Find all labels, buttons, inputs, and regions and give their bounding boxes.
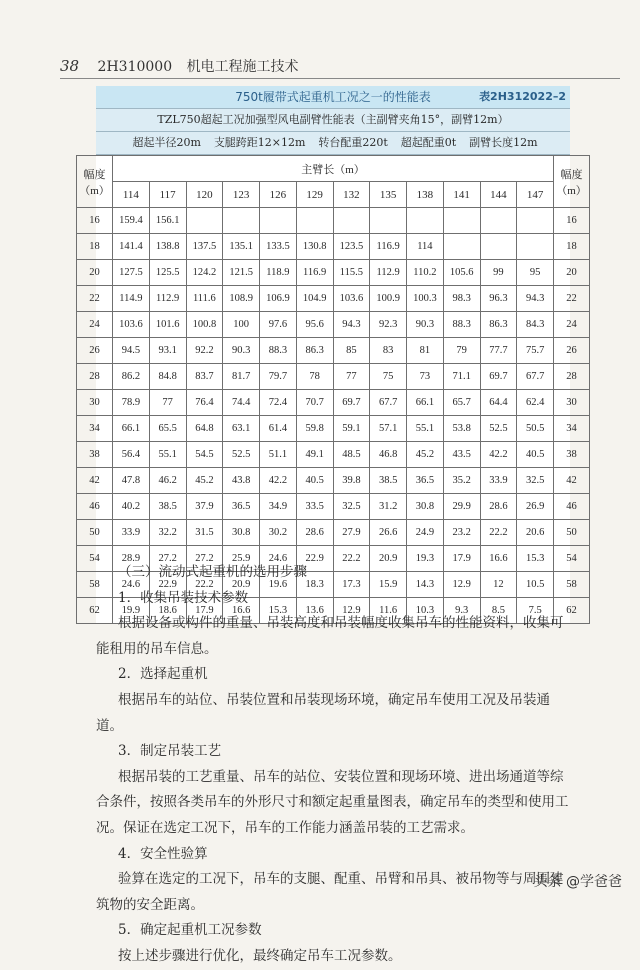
radius-cell: 22: [77, 286, 113, 312]
radius-cell-right: 50: [554, 520, 590, 546]
performance-table-block: [79, 86, 587, 624]
radius-cell: 42: [77, 468, 113, 494]
capacity-cell: 121.5: [223, 260, 260, 286]
capacity-cell: 38.5: [149, 494, 186, 520]
capacity-cell: 48.5: [333, 442, 370, 468]
boom-length-header: 144: [480, 182, 517, 208]
capacity-cell: 27.9: [333, 520, 370, 546]
table-param: 副臂长度12m: [469, 136, 538, 149]
capacity-cell: [443, 234, 480, 260]
capacity-cell: 73: [407, 364, 444, 390]
step-title: 5．确定起重机工况参数: [118, 922, 262, 939]
table-subtitle: TZL750超起工况加强型风电副臂性能表（主副臂夹角15°，副臂12m）: [96, 108, 570, 131]
capacity-cell: 90.3: [407, 312, 444, 338]
capacity-cell: 65.5: [149, 416, 186, 442]
radius-cell: 20: [77, 260, 113, 286]
capacity-cell: 138.8: [149, 234, 186, 260]
capacity-cell: 64.4: [480, 390, 517, 416]
radius-cell: 58: [77, 572, 113, 598]
capacity-cell: 49.1: [296, 442, 333, 468]
radius-cell: 34: [77, 416, 113, 442]
capacity-cell: 24.6: [113, 572, 150, 598]
capacity-cell: 15.3: [517, 546, 554, 572]
capacity-cell: 115.5: [333, 260, 370, 286]
capacity-cell: 78.9: [113, 390, 150, 416]
capacity-cell: [333, 208, 370, 234]
capacity-cell: 75.7: [517, 338, 554, 364]
capacity-cell: 19.6: [260, 572, 297, 598]
capacity-cell: 135.1: [223, 234, 260, 260]
radius-cell: 38: [77, 442, 113, 468]
capacity-cell: 137.5: [186, 234, 223, 260]
capacity-cell: 57.1: [370, 416, 407, 442]
capacity-cell: 96.3: [480, 286, 517, 312]
capacity-cell: 86.2: [113, 364, 150, 390]
capacity-cell: 15.9: [370, 572, 407, 598]
capacity-cell: 84.8: [149, 364, 186, 390]
table-number: 表2H312022–2: [479, 90, 566, 103]
capacity-cell: 22.2: [333, 546, 370, 572]
body-text: [96, 560, 574, 970]
capacity-cell: 40.2: [113, 494, 150, 520]
capacity-cell: 103.6: [113, 312, 150, 338]
capacity-cell: 33.5: [296, 494, 333, 520]
table-row: [77, 494, 590, 520]
capacity-cell: 52.5: [480, 416, 517, 442]
capacity-cell: 17.9: [443, 546, 480, 572]
header-radius-left: 幅度 （m）: [77, 156, 113, 208]
capacity-cell: 79.7: [260, 364, 297, 390]
capacity-cell: 30.8: [223, 520, 260, 546]
table-caption-bar: [96, 86, 570, 108]
radius-cell: 16: [77, 208, 113, 234]
capacity-cell: 100.3: [407, 286, 444, 312]
capacity-cell: 51.1: [260, 442, 297, 468]
capacity-cell: 31.5: [186, 520, 223, 546]
capacity-cell: 67.7: [370, 390, 407, 416]
capacity-cell: 24.6: [260, 546, 297, 572]
step-text: 根据吊车的站位、吊装位置和吊装现场环境，确定吊车使用工况及吊装通道。: [96, 691, 550, 734]
capacity-cell: [296, 208, 333, 234]
capacity-cell: 32.2: [149, 520, 186, 546]
page-number: 38: [60, 57, 80, 75]
capacity-cell: 98.3: [443, 286, 480, 312]
capacity-cell: 83: [370, 338, 407, 364]
capacity-cell: 81: [407, 338, 444, 364]
capacity-cell: 69.7: [333, 390, 370, 416]
capacity-cell: 88.3: [260, 338, 297, 364]
capacity-cell: 32.5: [333, 494, 370, 520]
capacity-cell: [480, 234, 517, 260]
capacity-cell: 28.9: [113, 546, 150, 572]
capacity-cell: 79: [443, 338, 480, 364]
boom-length-header: 129: [296, 182, 333, 208]
capacity-cell: 93.1: [149, 338, 186, 364]
step-text: 根据吊装的工艺重量、吊车的站位、安装位置和现场环境、进出场通道等综合条件，按照各类吊车的外形尺寸和额定起重量图表，确定吊车的类型和使用工况。保证在选定工况下，吊车的工作能力涵盖吊装的工艺需求。: [96, 768, 569, 836]
capacity-cell: 8.5: [480, 598, 517, 624]
capacity-cell: 12.9: [333, 598, 370, 624]
capacity-cell: 116.9: [296, 260, 333, 286]
capacity-cell: 124.2: [186, 260, 223, 286]
capacity-cell: 127.5: [113, 260, 150, 286]
capacity-cell: 85: [333, 338, 370, 364]
capacity-cell: 100: [223, 312, 260, 338]
capacity-cell: 31.2: [370, 494, 407, 520]
capacity-cell: 43.5: [443, 442, 480, 468]
capacity-cell: 47.8: [113, 468, 150, 494]
capacity-cell: 112.9: [370, 260, 407, 286]
capacity-cell: 14.3: [407, 572, 444, 598]
capacity-cell: 33.9: [480, 468, 517, 494]
capacity-cell: 28.6: [296, 520, 333, 546]
capacity-cell: 42.2: [260, 468, 297, 494]
capacity-cell: 27.2: [186, 546, 223, 572]
capacity-cell: 88.3: [443, 312, 480, 338]
watermark: 头条 @学爸爸: [533, 874, 622, 890]
radius-cell: 54: [77, 546, 113, 572]
capacity-cell: 12: [480, 572, 517, 598]
capacity-cell: 23.2: [443, 520, 480, 546]
capacity-cell: 39.8: [333, 468, 370, 494]
capacity-cell: 101.6: [149, 312, 186, 338]
capacity-cell: 67.7: [517, 364, 554, 390]
section-code: 2H310000: [97, 59, 173, 75]
capacity-cell: 36.5: [223, 494, 260, 520]
radius-cell-right: 46: [554, 494, 590, 520]
table-row: [77, 364, 590, 390]
table-row: [77, 286, 590, 312]
capacity-cell: 90.3: [223, 338, 260, 364]
capacity-cell: 53.8: [443, 416, 480, 442]
capacity-cell: 26.6: [370, 520, 407, 546]
capacity-cell: 77.7: [480, 338, 517, 364]
capacity-cell: 59.1: [333, 416, 370, 442]
capacity-cell: [517, 208, 554, 234]
section-title: 机电工程施工技术: [186, 59, 299, 75]
table-row: [77, 338, 590, 364]
radius-cell-right: 54: [554, 546, 590, 572]
boom-length-header: 138: [407, 182, 444, 208]
boom-length-row: [77, 182, 590, 208]
capacity-cell: 25.9: [223, 546, 260, 572]
capacity-cell: 110.2: [407, 260, 444, 286]
capacity-cell: 86.3: [296, 338, 333, 364]
header-main-boom: 主臂长（m）: [113, 156, 554, 182]
capacity-cell: 83.7: [186, 364, 223, 390]
page-header: [60, 56, 600, 76]
capacity-cell: 26.9: [517, 494, 554, 520]
capacity-cell: 92.3: [370, 312, 407, 338]
capacity-cell: 17.9: [186, 598, 223, 624]
radius-cell: 50: [77, 520, 113, 546]
step-text: 根据设备或构件的重量、吊装高度和吊装幅度收集吊车的性能资料，收集可能租用的吊车信息。: [96, 615, 564, 657]
table-row: [77, 260, 590, 286]
capacity-cell: 156.1: [149, 208, 186, 234]
radius-cell: 26: [77, 338, 113, 364]
capacity-cell: 92.2: [186, 338, 223, 364]
capacity-cell: 86.3: [480, 312, 517, 338]
radius-cell: 62: [77, 598, 113, 624]
boom-length-header: 132: [333, 182, 370, 208]
capacity-cell: 22.9: [149, 572, 186, 598]
table-row: [77, 234, 590, 260]
capacity-cell: 77: [333, 364, 370, 390]
capacity-cell: 38.5: [370, 468, 407, 494]
table-row: [77, 208, 590, 234]
capacity-cell: 19.3: [407, 546, 444, 572]
capacity-cell: 81.7: [223, 364, 260, 390]
table-params: [96, 131, 570, 155]
capacity-cell: 15.3: [260, 598, 297, 624]
capacity-cell: 18.3: [296, 572, 333, 598]
boom-length-header: 120: [186, 182, 223, 208]
capacity-cell: 9.3: [443, 598, 480, 624]
header-rule: [60, 78, 620, 79]
capacity-cell: 114.9: [113, 286, 150, 312]
capacity-cell: 66.1: [113, 416, 150, 442]
step-title: 3．制定吊装工艺: [118, 743, 222, 760]
table-row: [77, 520, 590, 546]
radius-cell-right: 34: [554, 416, 590, 442]
capacity-cell: 130.8: [296, 234, 333, 260]
capacity-cell: 65.7: [443, 390, 480, 416]
capacity-cell: 20.9: [370, 546, 407, 572]
capacity-cell: 75: [370, 364, 407, 390]
capacity-cell: 12.9: [443, 572, 480, 598]
table-row: [77, 390, 590, 416]
capacity-cell: 118.9: [260, 260, 297, 286]
capacity-cell: 11.6: [370, 598, 407, 624]
radius-cell-right: 62: [554, 598, 590, 624]
radius-cell-right: 20: [554, 260, 590, 286]
table-param: 超起半径20m: [132, 136, 201, 149]
table-row: [77, 416, 590, 442]
capacity-cell: 40.5: [296, 468, 333, 494]
capacity-cell: 125.5: [149, 260, 186, 286]
radius-cell-right: 28: [554, 364, 590, 390]
step-text: 按上述步骤进行优化，最终确定吊车工况参数。: [118, 947, 402, 964]
radius-cell: 28: [77, 364, 113, 390]
boom-length-header: 123: [223, 182, 260, 208]
capacity-cell: 16.6: [480, 546, 517, 572]
radius-cell-right: 18: [554, 234, 590, 260]
capacity-cell: 99: [480, 260, 517, 286]
capacity-cell: 63.1: [223, 416, 260, 442]
radius-cell: 46: [77, 494, 113, 520]
capacity-cell: 100.9: [370, 286, 407, 312]
boom-length-header: 147: [517, 182, 554, 208]
capacity-cell: 108.9: [223, 286, 260, 312]
capacity-cell: 64.8: [186, 416, 223, 442]
capacity-cell: 40.5: [517, 442, 554, 468]
capacity-cell: 24.9: [407, 520, 444, 546]
capacity-cell: 59.8: [296, 416, 333, 442]
capacity-cell: 50.5: [517, 416, 554, 442]
boom-length-header: 117: [149, 182, 186, 208]
capacity-cell: 29.9: [443, 494, 480, 520]
capacity-cell: 84.3: [517, 312, 554, 338]
capacity-cell: 10.3: [407, 598, 444, 624]
radius-cell-right: 16: [554, 208, 590, 234]
capacity-cell: 159.4: [113, 208, 150, 234]
radius-cell-right: 22: [554, 286, 590, 312]
capacity-cell: 66.1: [407, 390, 444, 416]
capacity-cell: 94.3: [517, 286, 554, 312]
data-table: [76, 155, 590, 624]
capacity-cell: 74.4: [223, 390, 260, 416]
capacity-cell: 94.5: [113, 338, 150, 364]
capacity-cell: 114: [407, 234, 444, 260]
capacity-cell: 10.5: [517, 572, 554, 598]
capacity-cell: [260, 208, 297, 234]
capacity-cell: [480, 208, 517, 234]
table-row: [77, 468, 590, 494]
capacity-cell: 17.3: [333, 572, 370, 598]
boom-length-header: 141: [443, 182, 480, 208]
capacity-cell: 141.4: [113, 234, 150, 260]
capacity-cell: 76.4: [186, 390, 223, 416]
capacity-cell: 20.6: [517, 520, 554, 546]
capacity-cell: 106.9: [260, 286, 297, 312]
header-radius-right: 幅度 （m）: [554, 156, 590, 208]
capacity-cell: 35.2: [443, 468, 480, 494]
table-row: [77, 442, 590, 468]
radius-cell-right: 30: [554, 390, 590, 416]
capacity-cell: 20.9: [223, 572, 260, 598]
capacity-cell: 71.1: [443, 364, 480, 390]
capacity-cell: 22.2: [186, 572, 223, 598]
capacity-cell: 61.4: [260, 416, 297, 442]
radius-cell-right: 38: [554, 442, 590, 468]
capacity-cell: 133.5: [260, 234, 297, 260]
capacity-cell: 33.9: [113, 520, 150, 546]
capacity-cell: 105.6: [443, 260, 480, 286]
step-title: 2．选择起重机: [118, 666, 208, 683]
capacity-cell: 28.6: [480, 494, 517, 520]
capacity-cell: 19.9: [113, 598, 150, 624]
radius-cell: 24: [77, 312, 113, 338]
step-title: 1．收集吊装技术参数: [118, 589, 249, 606]
capacity-cell: 95.6: [296, 312, 333, 338]
table-param: 超起配重0t: [400, 136, 457, 149]
capacity-cell: 52.5: [223, 442, 260, 468]
capacity-cell: 37.9: [186, 494, 223, 520]
table-caption: 750t履带式起重机工况之一的性能表: [235, 90, 431, 104]
capacity-cell: 42.2: [480, 442, 517, 468]
capacity-cell: [370, 208, 407, 234]
capacity-cell: 46.2: [149, 468, 186, 494]
capacity-cell: 94.3: [333, 312, 370, 338]
capacity-cell: 16.6: [223, 598, 260, 624]
capacity-cell: [223, 208, 260, 234]
capacity-cell: 116.9: [370, 234, 407, 260]
capacity-cell: 103.6: [333, 286, 370, 312]
capacity-cell: 36.5: [407, 468, 444, 494]
capacity-cell: 46.8: [370, 442, 407, 468]
capacity-cell: 55.1: [407, 416, 444, 442]
table-param: 转台配重220t: [318, 136, 388, 149]
capacity-cell: [407, 208, 444, 234]
capacity-cell: 27.2: [149, 546, 186, 572]
capacity-cell: 77: [149, 390, 186, 416]
capacity-cell: 56.4: [113, 442, 150, 468]
capacity-cell: 22.9: [296, 546, 333, 572]
capacity-cell: 104.9: [296, 286, 333, 312]
capacity-cell: 43.8: [223, 468, 260, 494]
radius-cell-right: 58: [554, 572, 590, 598]
table-param: 支腿跨距12×12m: [213, 136, 306, 149]
boom-length-header: 126: [260, 182, 297, 208]
capacity-cell: 95: [517, 260, 554, 286]
table-row: [77, 312, 590, 338]
capacity-cell: 123.5: [333, 234, 370, 260]
capacity-cell: 18.6: [149, 598, 186, 624]
capacity-cell: 69.7: [480, 364, 517, 390]
capacity-cell: 112.9: [149, 286, 186, 312]
step-title: 4．安全性验算: [118, 845, 208, 862]
boom-length-header: 114: [113, 182, 150, 208]
capacity-cell: 62.4: [517, 390, 554, 416]
radius-cell: 18: [77, 234, 113, 260]
radius-cell: 30: [77, 390, 113, 416]
capacity-cell: 22.2: [480, 520, 517, 546]
radius-cell-right: 42: [554, 468, 590, 494]
step-text: 验算在选定的工况下，吊车的支腿、配重、吊臂和吊具、被吊物等与周围建筑物的安全距离。: [96, 871, 564, 913]
capacity-cell: 55.1: [149, 442, 186, 468]
capacity-cell: 30.2: [260, 520, 297, 546]
capacity-cell: 97.6: [260, 312, 297, 338]
capacity-cell: [443, 208, 480, 234]
capacity-cell: 78: [296, 364, 333, 390]
capacity-cell: [517, 234, 554, 260]
capacity-cell: 70.7: [296, 390, 333, 416]
body-heading: （三）流动式起重机的选用步骤: [118, 564, 307, 580]
capacity-cell: 111.6: [186, 286, 223, 312]
capacity-cell: 13.6: [296, 598, 333, 624]
radius-cell-right: 24: [554, 312, 590, 338]
capacity-cell: 72.4: [260, 390, 297, 416]
capacity-cell: 100.8: [186, 312, 223, 338]
capacity-cell: 45.2: [407, 442, 444, 468]
capacity-cell: 32.5: [517, 468, 554, 494]
radius-cell-right: 26: [554, 338, 590, 364]
capacity-cell: 45.2: [186, 468, 223, 494]
capacity-cell: 54.5: [186, 442, 223, 468]
capacity-cell: [186, 208, 223, 234]
capacity-cell: 30.8: [407, 494, 444, 520]
capacity-cell: 34.9: [260, 494, 297, 520]
boom-length-header: 135: [370, 182, 407, 208]
capacity-cell: 7.5: [517, 598, 554, 624]
